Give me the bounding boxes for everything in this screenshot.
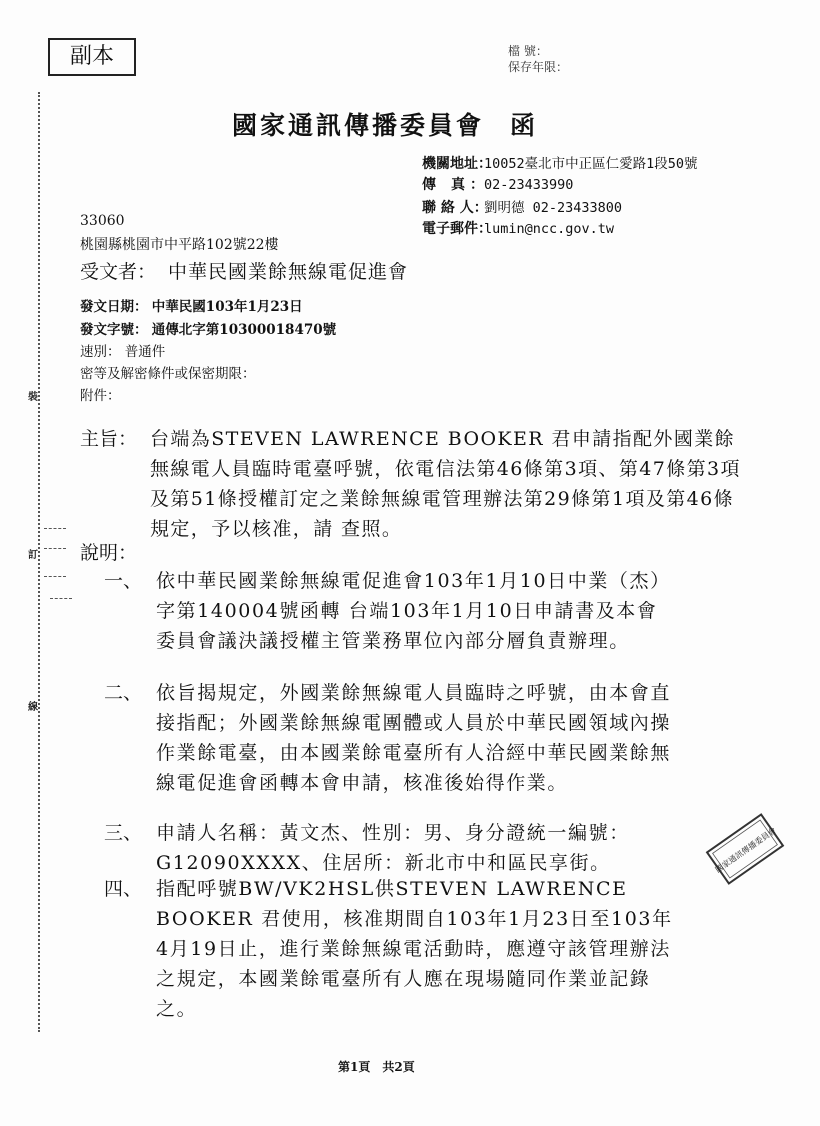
margin-mark-bind: 裝 [28, 392, 38, 403]
recipient-postcode: 33060 [80, 213, 125, 229]
contact-address [422, 152, 698, 173]
margin-tick [44, 528, 66, 529]
margin-mark-staple: 訂 [28, 550, 38, 561]
attachment-label: 附件： [80, 388, 121, 404]
copy-stamp-box: 副本 [48, 38, 136, 76]
fax-value: 02-23433990 [484, 177, 574, 193]
reference-label: 發文字號： [80, 322, 148, 338]
item-number: 一、 [104, 570, 143, 592]
recipient-name: 中華民國業餘無線電促進會 [168, 261, 409, 283]
contact-fax [422, 174, 573, 194]
item-number: 三、 [104, 822, 143, 844]
issue-date-row [80, 295, 303, 315]
document-title [232, 106, 538, 142]
margin-tick [44, 548, 66, 549]
secrecy-label: 密等及解密條件或保密期限： [80, 366, 256, 382]
margin-tick [50, 598, 72, 599]
margin-tick [44, 576, 66, 577]
margin-mark-line: 線 [28, 702, 38, 713]
issue-date-label: 發文日期： [80, 299, 148, 315]
item-text: 申請人名稱：黃文杰、性別：男、身分證統一編號：G12090XXXX、住居所：新北市中和區民享街。 [156, 822, 630, 874]
person-label: 聯 絡 人： [422, 200, 488, 216]
person-value: 劉明德 02-23433800 [484, 200, 623, 216]
contact-email [422, 218, 614, 238]
item-number: 二、 [104, 682, 143, 704]
reference-value: 通傳北字第10300018470號 [151, 322, 337, 338]
seal-text: 國家通訊傳播委員會 [713, 825, 778, 875]
speed-label: 速別： [80, 344, 121, 360]
seal-graphic [693, 797, 796, 900]
explanation-label: 說明： [80, 542, 138, 564]
item-text: 指配呼號BW/VK2HSL供STEVEN LAWRENCE BOOKER 君使用，核准期間自103年1月23日至103年4月19日止，進行業餘無線電活動時，應遵守該管理辦法之規定，本國業餘電臺所有人應在現場隨同作業並記錄之。 [156, 878, 673, 1020]
binding-line [38, 92, 40, 1032]
fax-label: 傳 真： [422, 177, 484, 193]
item-text: 依中華民國業餘無線電促進會103年1月10日中業（杰）字第140004號函轉 台端103年1月10日申請書及本會委員會議決議授權主管業務單位內部分層負責辦理。 [156, 570, 671, 652]
reference-number-row [80, 318, 336, 338]
item-number: 四、 [104, 878, 143, 900]
page-total: 共2頁 [382, 1060, 415, 1074]
document-type: 函 [510, 111, 539, 140]
page-footer [338, 1058, 415, 1075]
speed-value: 普通件 [124, 344, 166, 360]
recipient-label: 受文者： [80, 261, 157, 283]
recipient-line [80, 257, 408, 284]
speed-row [80, 340, 165, 360]
subject-text: 台端為STEVEN LAWRENCE BOOKER 君申請指配外國業餘無線電人員臨時電臺呼號，依電信法第46條第3項、第47條第3項及第51條授權訂定之業餘無線電管理辦法第29條第1項及第46條規定，予以核准，請 查照。 [150, 428, 741, 540]
email-label: 電子郵件： [422, 221, 492, 237]
subject-label: 主旨： [80, 428, 138, 450]
issue-date-value: 中華民國103年1月23日 [151, 299, 303, 315]
contact-person [422, 196, 622, 217]
retention-period-label: 保存年限： [508, 60, 569, 74]
archive-number-label: 檔 號： [508, 44, 548, 58]
email-value: lumin@ncc.gov.tw [484, 221, 615, 237]
page-number: 第1頁 [338, 1060, 371, 1074]
address-value: 10052臺北市中正區仁愛路1段50號 [484, 156, 698, 172]
official-seal [693, 797, 796, 900]
recipient-address: 桃園縣桃園市中平路102號22樓 [80, 237, 279, 253]
address-label: 機關地址： [422, 156, 492, 172]
item-text: 依旨揭規定，外國業餘無線電人員臨時之呼號，由本會直接指配；外國業餘無線電團體或人員於中華民國領域內操作業餘電臺，由本國業餘電臺所有人洽經中華民國業餘無線電促進會函轉本會申請，核准後始得作業。 [156, 682, 672, 794]
agency-name: 國家通訊傳播委員會 [232, 111, 485, 140]
